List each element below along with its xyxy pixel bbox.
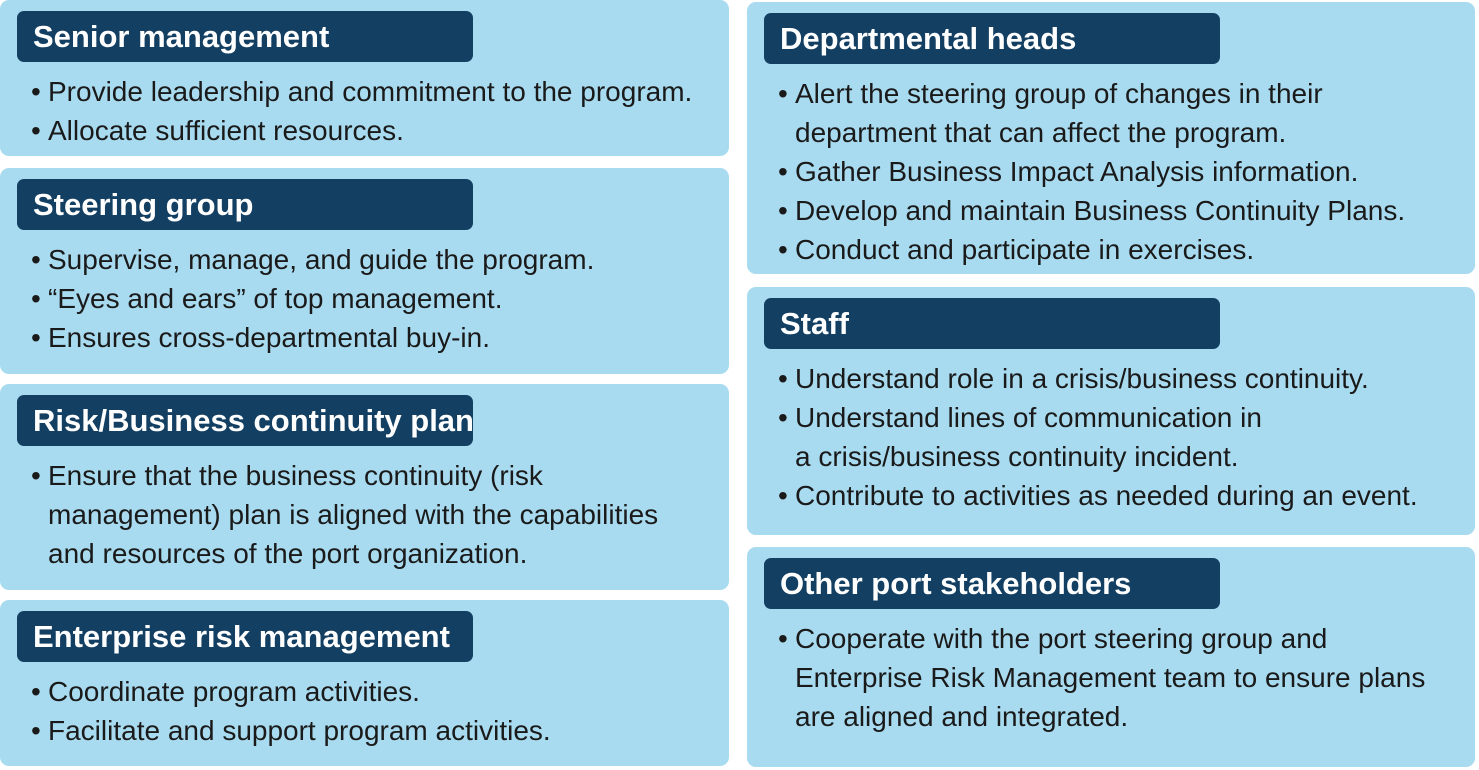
bullet-item: • Ensure that the business continuity (risk management) plan is aligned with the capabilities and resources of the port organization. — [31, 456, 699, 573]
card-steering-group — [0, 168, 729, 374]
bullet-item: • Contribute to activities as needed during an event. — [778, 476, 1479, 515]
card-staff — [747, 287, 1475, 535]
bullet-item: • Cooperate with the port steering group and Enterprise Risk Management team to ensure plans are aligned and integrated. — [778, 619, 1449, 736]
bullet-list — [31, 72, 711, 150]
card-title: Enterprise risk management — [17, 611, 473, 662]
bullet-item: • Provide leadership and commitment to the program. — [31, 72, 711, 111]
bullet-list — [778, 619, 1449, 736]
card-other-port-stakeholders — [747, 547, 1475, 767]
bullet-item: • Develop and maintain Business Continuity Plans. — [778, 191, 1457, 230]
bullet-item: • Ensures cross-departmental buy-in. — [31, 318, 711, 357]
card-title: Senior management — [17, 11, 473, 62]
bullet-item: • Facilitate and support program activities. — [31, 711, 711, 750]
card-senior-management — [0, 0, 729, 156]
bullet-item: • “Eyes and ears” of top management. — [31, 279, 711, 318]
card-departmental-heads — [747, 2, 1475, 274]
bullet-item: • Coordinate program activities. — [31, 672, 711, 711]
bullet-list — [31, 672, 711, 750]
bullet-list — [778, 359, 1418, 515]
bullet-item: • Allocate sufficient resources. — [31, 111, 711, 150]
bullet-item: • Alert the steering group of changes in their department that can affect the program. — [778, 74, 1457, 152]
bullet-item: • Gather Business Impact Analysis information. — [778, 152, 1457, 191]
bullet-item: • Understand role in a crisis/business continuity. — [778, 359, 1479, 398]
bullet-item: • Understand lines of communication in a crisis/business continuity incident. — [778, 398, 1285, 476]
bullet-item: • Conduct and participate in exercises. — [778, 230, 1457, 269]
card-title: Other port stakeholders — [764, 558, 1220, 609]
card-risk-business-continuity-plan — [0, 384, 729, 590]
bullet-list — [778, 74, 1457, 269]
bullet-item: • Supervise, manage, and guide the program. — [31, 240, 711, 279]
card-title: Departmental heads — [764, 13, 1220, 64]
bullet-list — [31, 456, 699, 573]
card-title: Risk/Business continuity plan — [17, 395, 473, 446]
card-title: Steering group — [17, 179, 473, 230]
card-enterprise-risk-management — [0, 600, 729, 766]
bullet-list — [31, 240, 711, 357]
card-title: Staff — [764, 298, 1220, 349]
